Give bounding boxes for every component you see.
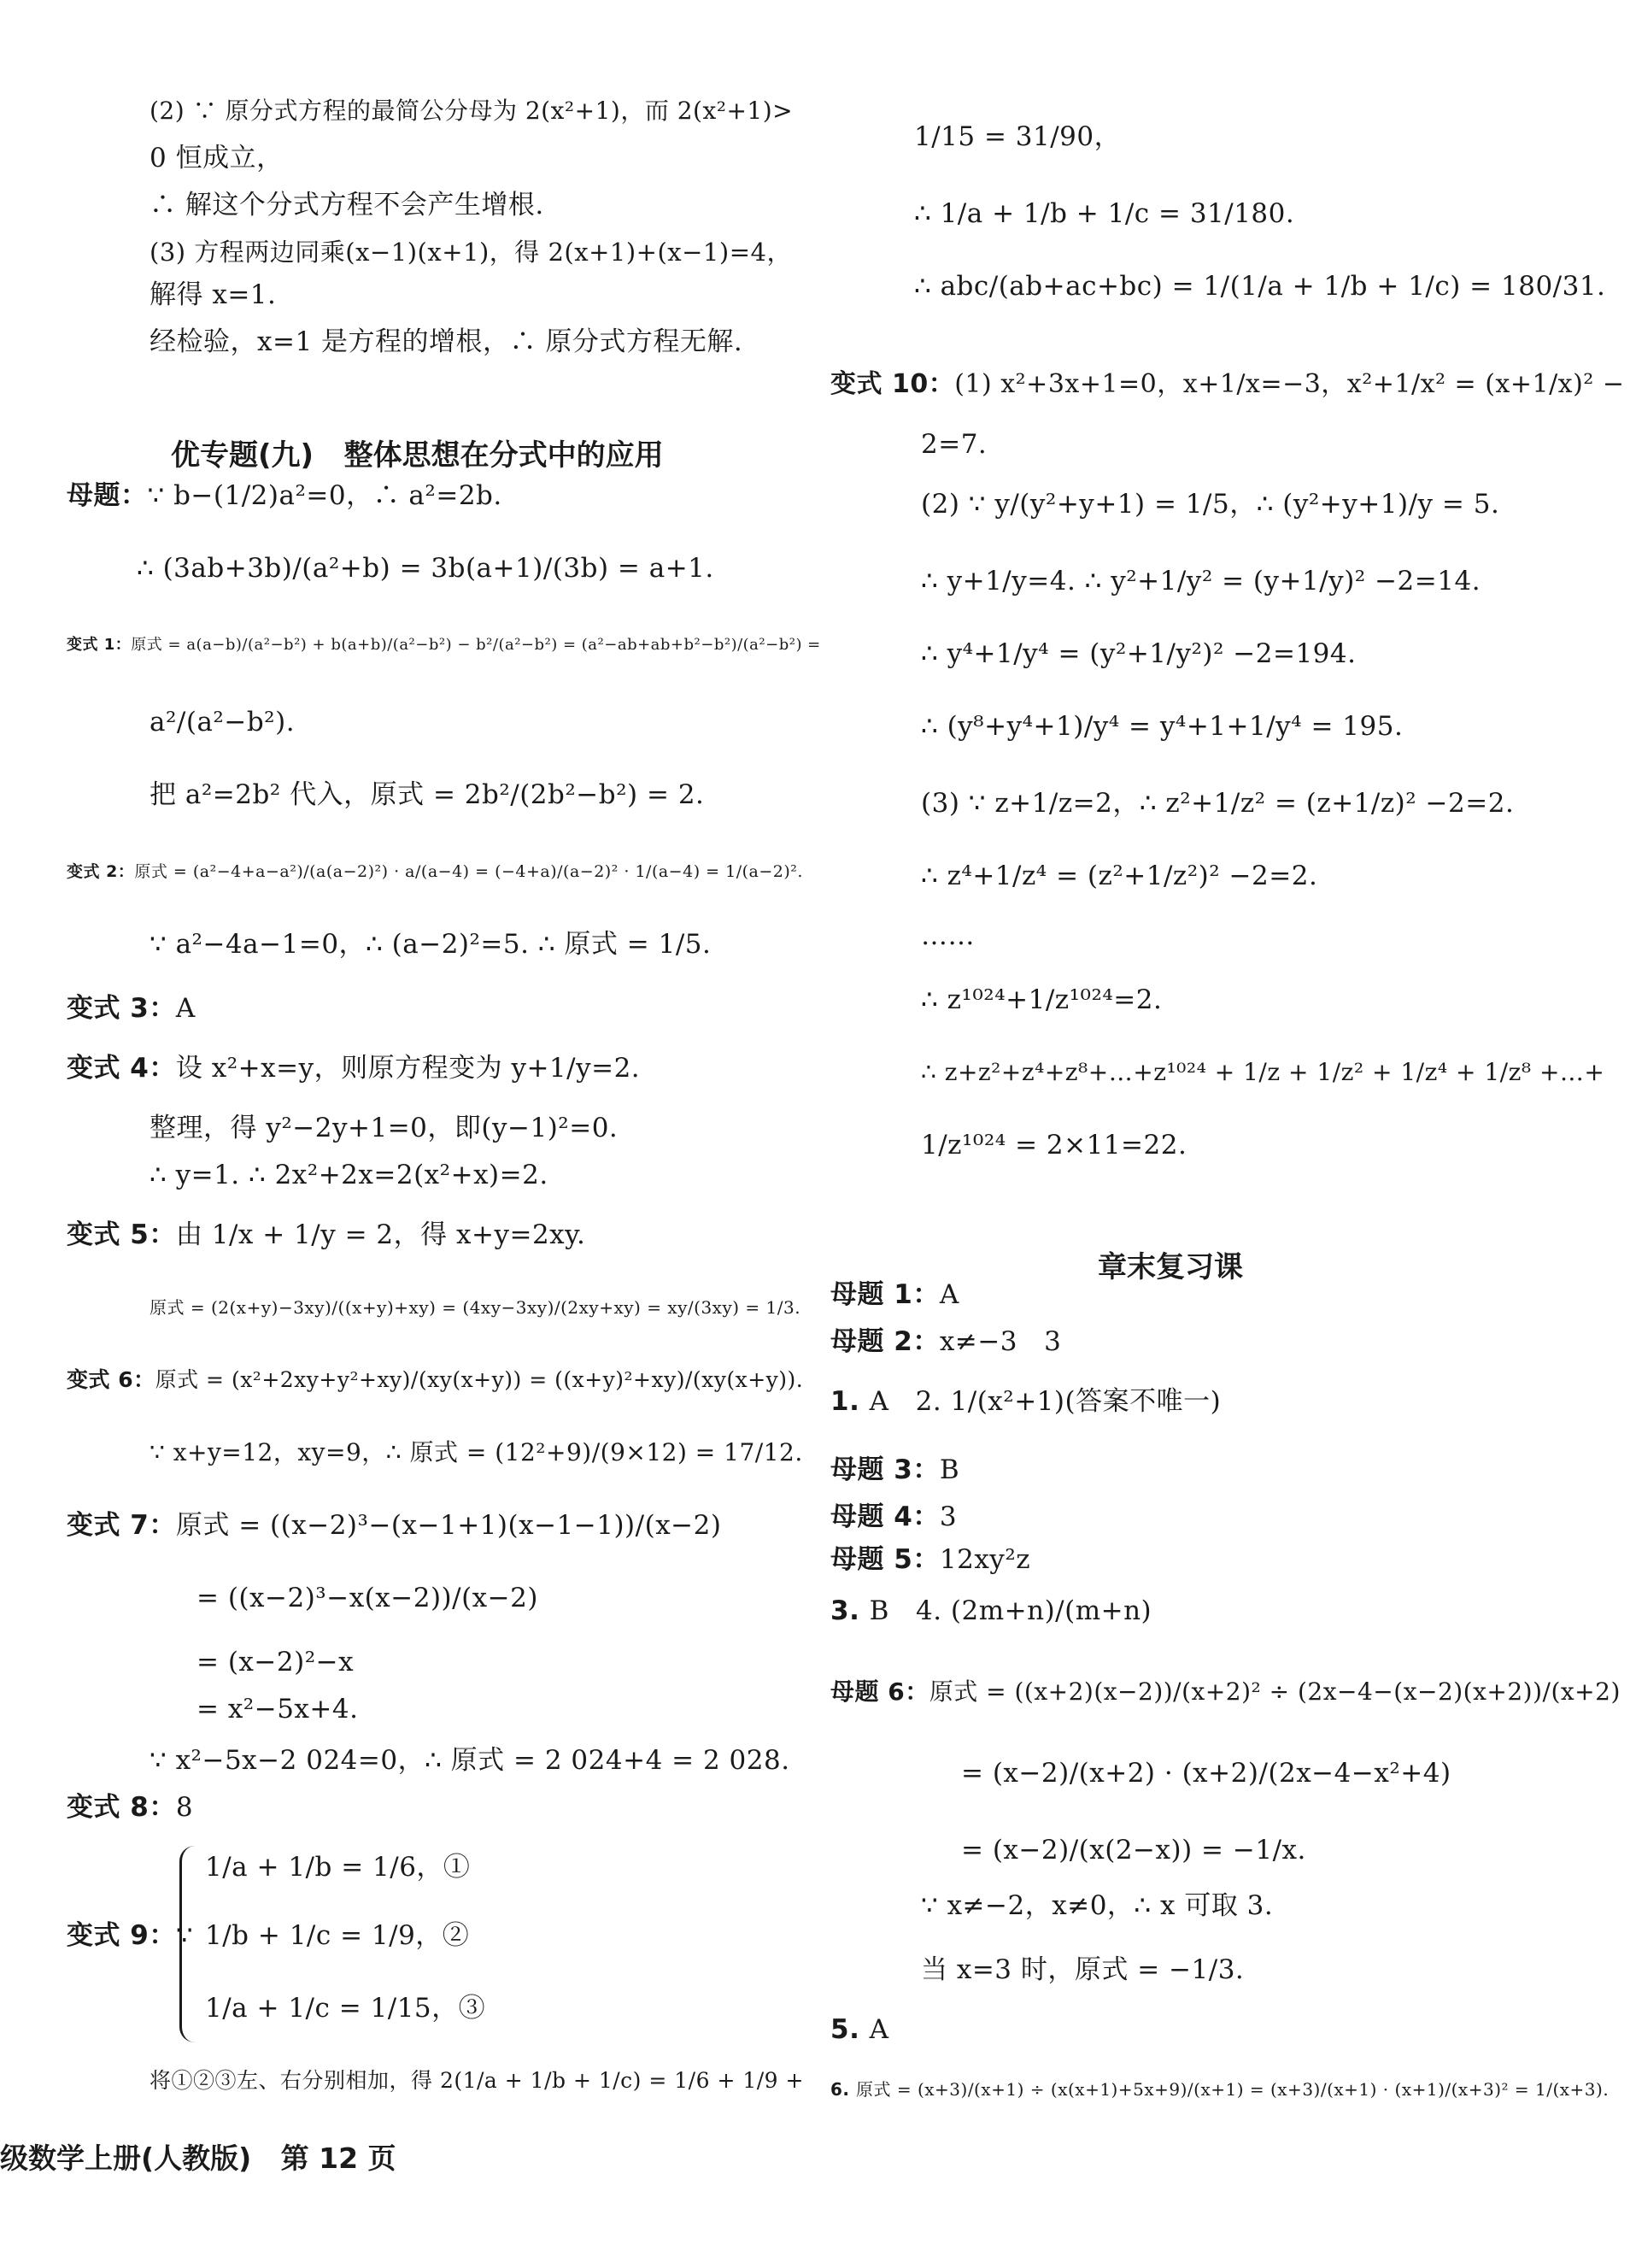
problem-label: 母题 4： bbox=[830, 1501, 940, 1532]
right-line: ∴ y+1/y=4. ∴ y²+1/y² = (y+1/y)² −2=14. bbox=[921, 566, 1481, 596]
problem-label: 5. bbox=[830, 2014, 870, 2045]
left-line: ∴ 解这个分式方程不会产生增根. bbox=[150, 190, 544, 220]
left-line: 变式 2：原式 = (a²−4+a−a²)/(a(a−2)²) · a/(a−4) = (−4+a)/(a−2)² · 1/(a−4) = 1/(a−2)². bbox=[67, 862, 803, 881]
right-line: ∴ z⁴+1/z⁴ = (z²+1/z²)² −2=2. bbox=[921, 861, 1318, 891]
right-line: 6. 原式 = (x+3)/(x+1) ÷ (x(x+1)+5x+9)/(x+1) = (x+3)/(x+1) · (x+1)/(x+3)² = 1/(x+3). bbox=[830, 2079, 1610, 2100]
right-line: 1. A 2. 1/(x²+1)(答案不唯一) bbox=[830, 1386, 1222, 1417]
left-line: ∴ y=1. ∴ 2x²+2x=2(x²+x)=2. bbox=[150, 1160, 548, 1190]
problem-label: 6. bbox=[830, 2079, 856, 2100]
right-line: 1/z¹⁰²⁴ = 2×11=22. bbox=[921, 1130, 1187, 1160]
problem-label: 母题 5： bbox=[830, 1544, 940, 1575]
left-line: 变式 3：A bbox=[67, 993, 196, 1024]
left-line: 经检验，x=1 是方程的增根，∴ 原分式方程无解. bbox=[150, 326, 743, 357]
problem-label: 变式 3： bbox=[67, 993, 176, 1024]
left-line: 0 恒成立， bbox=[150, 143, 284, 173]
problem-label: 母题 2： bbox=[830, 1326, 940, 1357]
right-line: ∵ x≠−2，x≠0，∴ x 可取 3. bbox=[921, 1890, 1274, 1921]
right-line: 母题 4：3 bbox=[830, 1501, 958, 1532]
left-line: 把 a²=2b² 代入，原式 = 2b²/(2b²−b²) = 2. bbox=[150, 779, 705, 810]
left-line: (3) 方程两边同乘(x−1)(x+1)，得 2(x+1)+(x−1)=4， bbox=[150, 238, 792, 267]
right-line: ∴ 1/a + 1/b + 1/c = 31/180. bbox=[914, 198, 1295, 229]
system-brace bbox=[179, 1846, 201, 2042]
right-line: ∴ y⁴+1/y⁴ = (y²+1/y²)² −2=194. bbox=[921, 638, 1357, 669]
problem-label: 1. bbox=[830, 1386, 870, 1417]
left-line: ∵ x+y=12，xy=9，∴ 原式 = (12²+9)/(9×12) = 17/12. bbox=[150, 1438, 803, 1466]
left-line: a²/(a²−b²). bbox=[150, 707, 296, 737]
left-line: 变式 7：原式 = ((x−2)³−(x−1+1)(x−1−1))/(x−2) bbox=[67, 1510, 722, 1541]
problem-label: 变式 4： bbox=[67, 1053, 176, 1084]
left-line: 1/a + 1/b = 1/6，① bbox=[205, 1852, 471, 1883]
left-line: ∵ a²−4a−1=0，∴ (a−2)²=5. ∴ 原式 = 1/5. bbox=[150, 929, 712, 960]
left-line: = ((x−2)³−x(x−2))/(x−2) bbox=[196, 1583, 538, 1613]
problem-label: 变式 9： bbox=[67, 1920, 176, 1951]
right-line: …… bbox=[921, 920, 975, 951]
left-line: = x²−5x+4. bbox=[196, 1694, 359, 1725]
problem-label: 母题 6： bbox=[830, 1677, 929, 1706]
problem-label: 母题： bbox=[67, 480, 148, 511]
right-line: = (x−2)/(x+2) · (x+2)/(2x−4−x²+4) bbox=[961, 1758, 1451, 1789]
problem-label: 变式 6： bbox=[67, 1367, 155, 1392]
right-line: 母题 5：12xy²z bbox=[830, 1544, 1031, 1575]
right-line: 母题 6：原式 = ((x+2)(x−2))/(x+2)² ÷ (2x−4−(x−2)(x+2))/(x+2) bbox=[830, 1677, 1621, 1706]
problem-label: 母题 1： bbox=[830, 1279, 940, 1310]
left-line: ∵ x²−5x−2 024=0，∴ 原式 = 2 024+4 = 2 028. bbox=[150, 1745, 790, 1776]
right-line: 2=7. bbox=[921, 429, 988, 460]
right-line: 3. B 4. (2m+n)/(m+n) bbox=[830, 1595, 1152, 1626]
left-line: 1/a + 1/c = 1/15，③ bbox=[205, 1993, 486, 2024]
section-title-review: 章末复习课 bbox=[1098, 1250, 1243, 1284]
left-line: 母题：∵ b−(1/2)a²=0，∴ a²=2b. bbox=[67, 480, 502, 511]
left-line: 解得 x=1. bbox=[150, 279, 277, 310]
right-line: ∴ z+z²+z⁴+z⁸+…+z¹⁰²⁴ + 1/z + 1/z² + 1/z⁴ + 1/z⁸ +…+ bbox=[921, 1058, 1605, 1086]
left-line: 整理，得 y²−2y+1=0，即(y−1)²=0. bbox=[150, 1113, 619, 1143]
left-line: 变式 4：设 x²+x=y，则原方程变为 y+1/y=2. bbox=[67, 1053, 641, 1084]
problem-label: 变式 10： bbox=[830, 369, 955, 399]
right-line: 当 x=3 时，原式 = −1/3. bbox=[921, 1954, 1245, 1985]
right-line: ∴ z¹⁰²⁴+1/z¹⁰²⁴=2. bbox=[921, 984, 1163, 1015]
problem-label: 母题 3： bbox=[830, 1454, 940, 1485]
right-line: 变式 10：(1) x²+3x+1=0，x+1/x=−3，x²+1/x² = (x+1/x)² − bbox=[830, 369, 1625, 399]
left-line: 变式 6：原式 = (x²+2xy+y²+xy)/(xy(x+y)) = ((x+y)²+xy)/(xy(x+y)). bbox=[67, 1367, 804, 1392]
right-line: = (x−2)/(x(2−x)) = −1/x. bbox=[961, 1835, 1306, 1866]
right-line: ∴ abc/(ab+ac+bc) = 1/(1/a + 1/b + 1/c) = 180/31. bbox=[914, 271, 1606, 302]
right-line: 母题 3：B bbox=[830, 1454, 960, 1485]
problem-label: 变式 2： bbox=[67, 862, 135, 881]
right-line: 5. A bbox=[830, 2014, 889, 2045]
problem-label: 变式 5： bbox=[67, 1219, 176, 1250]
problem-label: 变式 8： bbox=[67, 1792, 176, 1823]
left-line: 变式 8：8 bbox=[67, 1792, 194, 1823]
left-line: 原式 = (2(x+y)−3xy)/((x+y)+xy) = (4xy−3xy)/(2xy+xy) = xy/(3xy) = 1/3. bbox=[150, 1297, 801, 1318]
left-line: 变式 1：原式 = a(a−b)/(a²−b²) + b(a+b)/(a²−b²) − b²/(a²−b²) = (a²−ab+ab+b²−b²)/(a²−b²) = bbox=[67, 636, 821, 654]
right-line: 1/15 = 31/90， bbox=[914, 121, 1122, 152]
right-line: 母题 1：A bbox=[830, 1279, 959, 1310]
right-line: ∴ (y⁸+y⁴+1)/y⁴ = y⁴+1+1/y⁴ = 195. bbox=[921, 711, 1404, 742]
right-line: 母题 2：x≠−3 3 bbox=[830, 1326, 1062, 1357]
page-footer: 级数学上册(人教版) 第 12 页 bbox=[0, 2142, 396, 2175]
left-line: = (x−2)²−x bbox=[196, 1647, 355, 1677]
right-line: (3) ∵ z+1/z=2，∴ z²+1/z² = (z+1/z)² −2=2. bbox=[921, 788, 1515, 819]
left-line: 1/b + 1/c = 1/9，② bbox=[205, 1920, 470, 1951]
section-title: 优专题(九) 整体思想在分式中的应用 bbox=[171, 438, 664, 473]
right-line: (2) ∵ y/(y²+y+1) = 1/5，∴ (y²+y+1)/y = 5. bbox=[921, 489, 1500, 520]
problem-label: 变式 7： bbox=[67, 1510, 176, 1541]
problem-label: 3. bbox=[830, 1595, 870, 1626]
problem-label: 变式 1： bbox=[67, 636, 132, 654]
left-line: 将①②③左、右分别相加，得 2(1/a + 1/b + 1/c) = 1/6 + 1/9 + bbox=[150, 2068, 804, 2093]
left-line: ∴ (3ab+3b)/(a²+b) = 3b(a+1)/(3b) = a+1. bbox=[137, 553, 714, 584]
left-line: 变式 9：∵ bbox=[67, 1920, 194, 1951]
left-line: 变式 5：由 1/x + 1/y = 2，得 x+y=2xy. bbox=[67, 1219, 586, 1250]
left-line: (2) ∵ 原分式方程的最简公分母为 2(x²+1)，而 2(x²+1)> bbox=[150, 97, 794, 125]
